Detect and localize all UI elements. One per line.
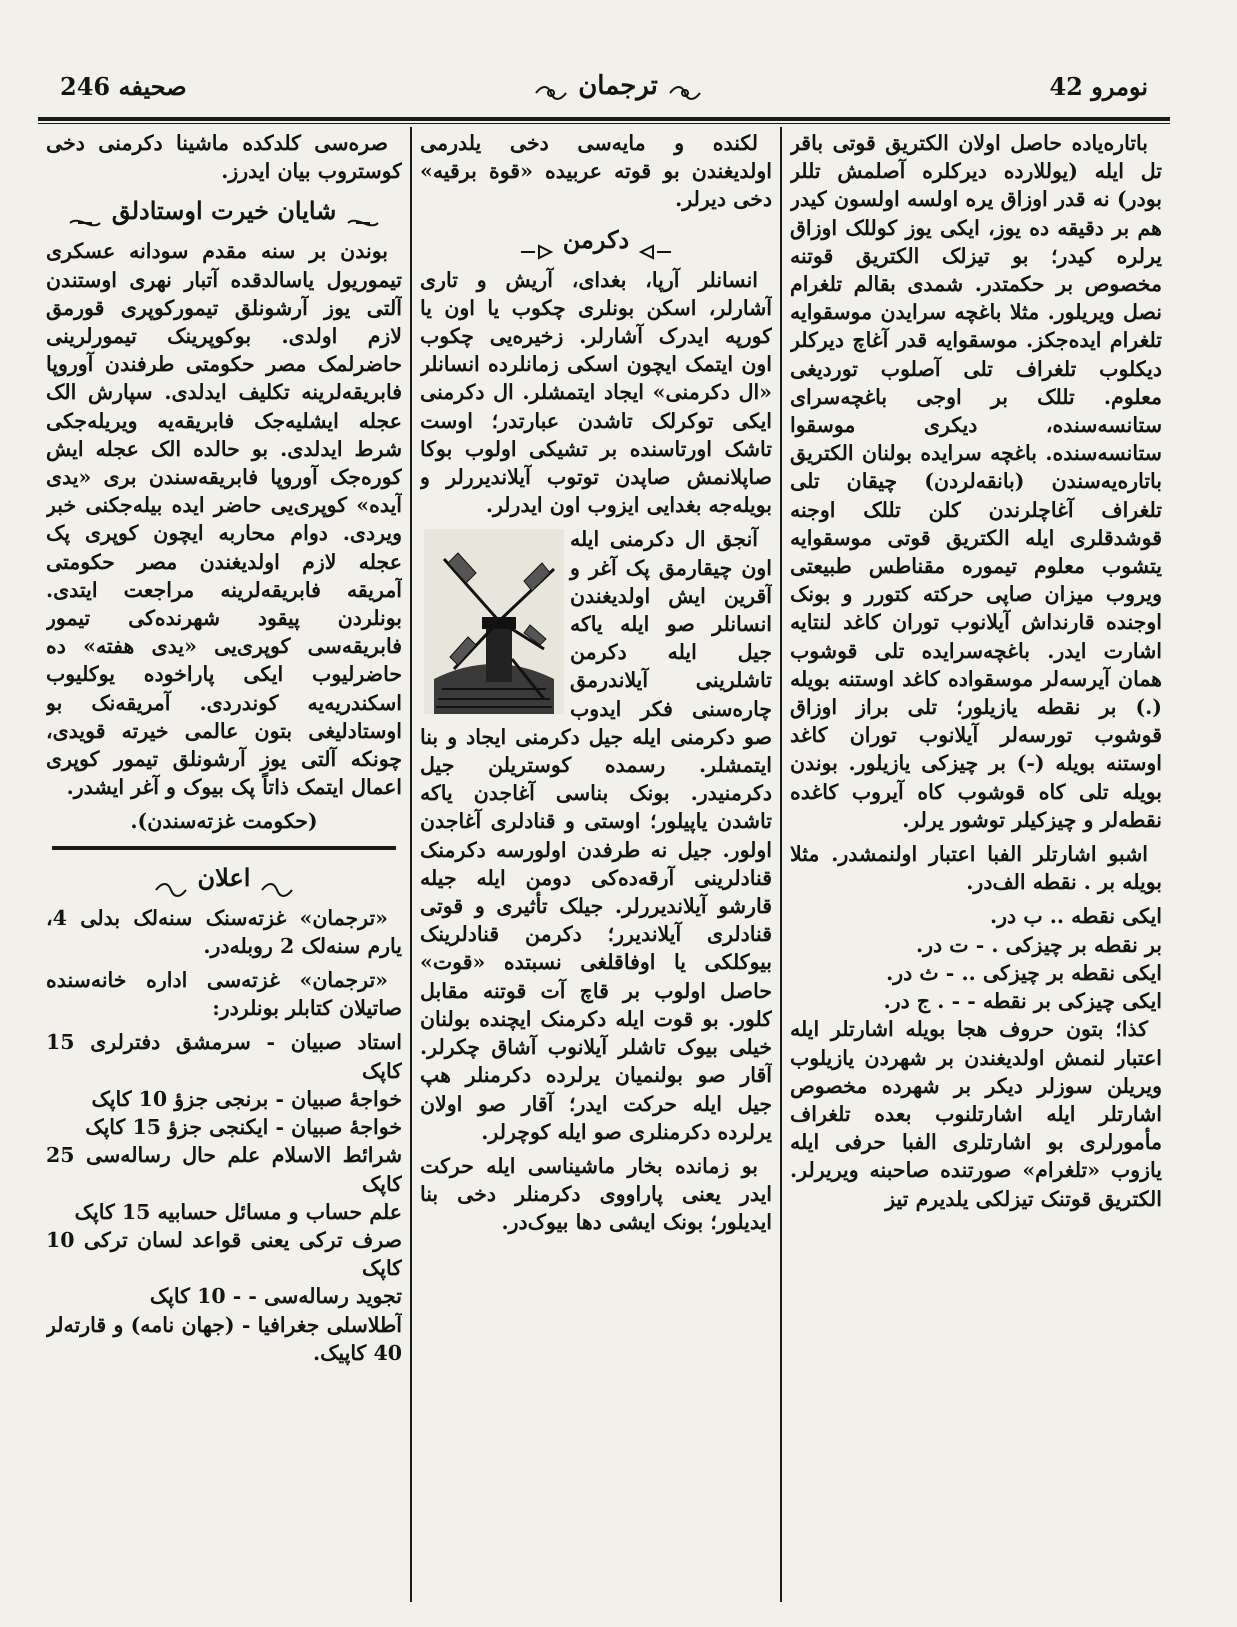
- article-paragraph: لکنده و مایه‌سی دخی یلدرمی اولدیغندن بو قوته عربیده «قوة برقیه» دخی دیرلر.: [420, 131, 772, 212]
- section-heading: [46, 191, 402, 231]
- article-paragraph: آنجق ال دکرمنی ایله اون چیقارمق پک آغر و آقرین ایش اولدیغندن انسانلر صو ایله یاکه جیل ایله دکرمن تاشلرینی آیلاندرمق چاره‌سنی فکر ایدوب صو دکرمنی ایله جیل دکرمنی ایجاد و بنا ایتمشلر. رسمده کوستریلن جیل دکرمنیدر. بونک بناسی آغاجدن یاکه تاشدن یاپیلور؛ اوستی و قنادلری آغاجدن اولور. جیل نه طرفدن اولورسه دکرمنک قنادلرینی آرقه‌ده‌کی دومن ایله جیله قارشو آیلاندیررلر. جیلک تأثیری و قوتی قنادلری آیلاندیرر؛ دکرمن قنادلرینک بیوکلکی یا اوفاقلغی نسبتده «قوت» حاصل اولوب بر قاچ آت قوتنه مقابل کلور. بو قوت ایله دکرمنک ایچنده بولنان خیلی بیوک تاشلر آیلانوب آشاق چکرلر. آقار صو بولنمیان یرلرده دکرمنلر هپ جیل ایله حرکت ایدر؛ آقار صو اولان یرلرده دکرمنلری صو ایله کوچرلر.: [420, 527, 772, 1144]
- heading-notice: اعلان: [197, 862, 251, 892]
- notice-paragraph: «ترجمان» غزته‌سی اداره خانه‌سنده صاتیلان کتابلر بونلردر:: [46, 968, 402, 1021]
- article-paragraph: بو زمانده بخار ماشیناسی ایله حرکت ایدر یعنی پاراووی دکرمنلر دخی بنا ایدیلور؛ بونک ایشی دها بیوک‌در.: [420, 1153, 772, 1235]
- price-list-item: صرف ترکی یعنی قواعد لسان ترکی 10 کاپک: [46, 1227, 402, 1281]
- article-paragraph: باتاره‌یاده حاصل اولان الکتریق قوتی باقر تل ایله (یوللارده دیرکلره آصلمش تللر بودر) نه قدر اوزاق یره اولسه اولسون کیدر هم بر دقیقه ده یوز، ایکی یوز کوللک اوزاق یرلره کیدر؛ بو تیزلک الکتریق قوتنه مخصوص بر حکمتدر. شمدی بقالم تلغرام نصل ویریلور. مثلا باغچه سرایدن موسقوایه تلغرام ایده‌جکز. موسقوایه قدر آغاچ دیرکلر دیکلوب تلغراف تلی آصلوب توردیغی معلوم. تللک بر اوجی باغچه‌سرای ستانسه‌سنده، دیکری موسقوا ستانسه‌سنده. باغچه سرایده بولنان الکتریق باتاره‌یه‌سندن (بانقه‌لردن) چیقان تلی تلغراف آغاچلرندن کلن تللک اوجنه قوشدقلری ایله الکتریق قوتی موسقوایه یتشوب معلوم تیموره مقناطس طبیعتی ویروب میزان صاپی حرکته کتورر و بونک اوجنده قارنداش آیلانوب توران کاغد لنتایه اشارت ایدر. باغچه‌سرایده تلی قوشوب همان آیرسه‌لر موسقواده کاغد اوستنه بویله (.) بر نقطه یازیلور؛ تلی براز اوزاق قوشوب تورسه‌لر آیلانوب توران کاغد اوستنه بویله (-) بر چیزکی یازیلور. بوندن بویله تلی کاه قوشوب کاه آیروب کاغده نقطه‌لر و چیزکیلر توشور یرلر.: [790, 131, 1162, 832]
- issue-number: نومرو 42: [1049, 71, 1148, 101]
- section-heading: [46, 858, 402, 898]
- ornament-icon: [639, 232, 673, 248]
- column-middle: [420, 129, 772, 1599]
- article-paragraph: صره‌سی کلدکده ماشینا دکرمنی دخی کوستروب بیان ایدرز.: [46, 131, 402, 184]
- heading-craftsmanship: شایان خیرت اوستادلق: [111, 196, 337, 226]
- article-source: (حکومت غزته‌سندن).: [130, 809, 318, 834]
- column-divider: [780, 127, 782, 1602]
- ornament-icon: [260, 870, 294, 886]
- article-paragraph: اشبو اشارتلر الفبا اعتبار اولنمشدر. مثلا بویله بر . نقطه الف‌در.: [790, 842, 1162, 895]
- masthead: [534, 71, 702, 101]
- column-divider: [410, 127, 412, 1602]
- ornament-icon: [154, 870, 188, 886]
- section-heading: [420, 220, 772, 260]
- masthead-title: ترجمان: [578, 71, 658, 101]
- price-list-item: شرائط الاسلام علم حال رساله‌سی 25 کاپک: [46, 1143, 402, 1196]
- price-list-item: استاد صبیان - سرمشق دفترلری 15 کاپک: [46, 1030, 402, 1083]
- newspaper-page: [38, 55, 1170, 1615]
- column-right: [790, 129, 1162, 1599]
- price-list-item: آطلاسلی جغرافیا - (جهان نامه) و قارته‌لر 40 کاپیک.: [46, 1312, 402, 1365]
- price-list-item: علم حساب و مسائل حسابیه 15 کاپک: [74, 1199, 402, 1224]
- ornament-icon: [68, 203, 102, 219]
- article-paragraph: بوندن بر سنه مقدم سودانه عسکری تیموریول یاسالدقده آتبار نهری اوستندن آلتی یوز آرشونلق تیمورکوپری قورمق لازم اولدی. بوکوپرینک تیمورلرینی حاضرلمک مصر حکومتی طرفندن آوروپا فابریقه‌لرینه تکلیف ایدلدی. سپارش الک عجله ایشلیه‌جک فابریقه‌یه ویریله‌جکی شرط ایدلدی. بو حالده الک عجله ایش کوره‌جک آوروپا فابریقه‌سندن بری «یدی آیده» کوپری‌یی حاضر ایده بیله‌جکنی خبر ویردی. دوام محاربه ایچون کوپری پک عجله لازم اولدیغندن مصر حکومتی آمریقه فابریقه‌لرینه مراجعت ایتدی. بونلردن پیقود شهرنده‌کی تیمور فابریقه‌سی کوپری‌یی «یدی هفته» ده حاضرلیوب ایکی پاراخوده یوکلیوب اسکندریه‌یه کوندردی. آمریقه‌نک بو اوستادلیغی بتون عالمی خیرته قویدی، چونکه آلتی یوز آرشونلق تیمور کوپری اعمال ایتمک ذاتاً پک بیوک و آغر ایشدر.: [46, 239, 402, 800]
- ornament-icon: [668, 78, 702, 94]
- ornament-icon: [519, 232, 553, 248]
- ornament-icon: [534, 78, 568, 94]
- heading-windmill: دکرمن: [562, 224, 630, 254]
- code-line: ایکی چیزکی بر نقطه - - . ج در.: [883, 989, 1162, 1014]
- windmill-illustration: [424, 529, 564, 714]
- price-list-item: تجوید رساله‌سی - - 10 کاپک: [149, 1284, 402, 1309]
- price-list-item: خواجۀ صبیان - برنجی جزؤ 10 کاپک: [91, 1086, 402, 1111]
- page-header: [38, 55, 1170, 117]
- notice-paragraph: «ترجمان» غزته‌سنک سنه‌لک بدلی 4، یارم سنه‌لک 2 روبله‌در.: [46, 905, 402, 958]
- ornament-icon: [346, 203, 380, 219]
- code-line: ایکی نقطه .. ب در.: [990, 904, 1162, 929]
- page-number: صحیفه 246: [60, 71, 187, 101]
- article-paragraph: انسانلر آرپا، بغدای، آریش و تاری آشارلر، اسکن بونلری چکوب یا اون یا کورپه ایدرک آشارلر. زخیره‌یی چکوب اون ایتمک ایچون اسکی زمانلرده انسانلر «ال دکرمنی» ایجاد ایتمشلر. ال دکرمنی ایکی توکرلک تاشدن عبارتدر؛ اوست تاشک اورتاسنده بر تشیکی اولوب بوکا صاپلانمش صاپدن توتوب آیلاندیررلر و بویله‌جه بغدایی ایزوب اون ایدرلر.: [420, 267, 772, 518]
- header-rule-thin: [38, 123, 1170, 124]
- article-paragraph: کذا؛ بتون حروف هجا بویله اشارتلر ایله اعتبار لنمش اولدیغندن بر شهردن یازیلوب ویریلن سوزلر دیکر بر شهرده مخصوص اشارتلر ایله اشارتلنوب بعده تلغراف مأمورلری بو اشارتلری الفبا حرفی ایله یازوب «تلغرام» صورتنده صاحبنه ویریرلر. الکتریق قوتنک تیزلکی یلدیرم تیز: [790, 1017, 1162, 1211]
- header-rule: [38, 117, 1170, 121]
- code-line: بر نقطه بر چیزکی . - ت در.: [916, 932, 1162, 957]
- code-line: ایکی نقطه بر چیزکی .. - ث در.: [886, 960, 1162, 985]
- section-divider: [52, 846, 396, 850]
- price-list-item: خواجۀ صبیان - ایکنجی جزؤ 15 کاپک: [85, 1115, 402, 1140]
- column-left: [46, 129, 402, 1599]
